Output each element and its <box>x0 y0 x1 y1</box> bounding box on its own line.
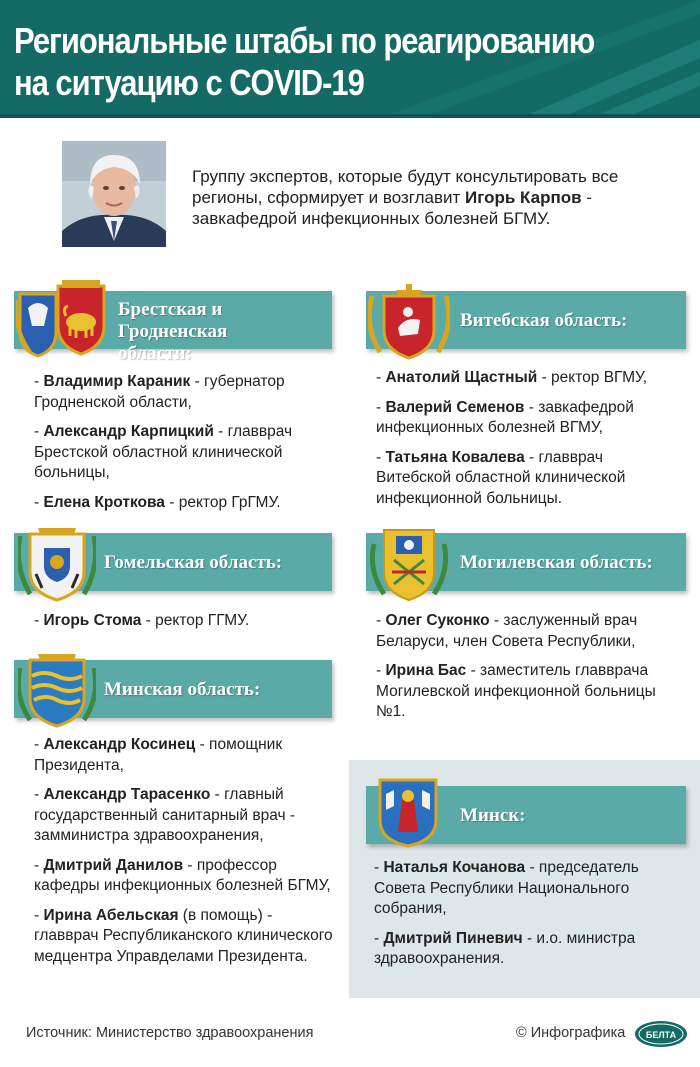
list-item: - Владимир Караник - губернатор Гродненской области, <box>34 373 285 411</box>
mogilev-coat-of-arms-icon <box>370 524 448 602</box>
list-item: - Анатолий Щастный - ректор ВГМУ, <box>376 369 648 386</box>
list-minsk-region <box>34 735 334 976</box>
list-item: - Ирина Бас - заместитель главврача Могилевской инфекционной больницы №1. <box>376 662 656 720</box>
gomel-coat-of-arms-icon <box>18 522 96 602</box>
region-title-gomel: Гомельская область: <box>104 552 283 573</box>
header-banner <box>0 0 700 118</box>
list-gomel <box>34 611 324 641</box>
footer-credit: © Инфографика <box>516 1025 626 1041</box>
expert-portrait-photo <box>62 141 166 247</box>
list-item: - Наталья Кочанова - председатель Совета Республики Национального собрания, <box>374 859 639 917</box>
list-item: - Ирина Абельская (в помощь) - главврач Республиканского клинического медцентра Управделами Президента. <box>34 906 333 965</box>
list-item: - Валерий Семенов - завкафедрой инфекционных болезней ВГМУ, <box>376 398 634 436</box>
list-item: - Татьяна Ковалева - главврач Витебской областной клинической инфекционной больницы. <box>376 448 626 507</box>
list-item: - Александр Карпицкий - главврач Брестской областной клинической больницы, <box>34 423 293 481</box>
minsk-region-coat-of-arms-icon <box>18 650 96 728</box>
list-brest-grodno <box>34 372 324 522</box>
list-item: - Елена Кроткова - ректор ГрГМУ. <box>34 493 281 511</box>
intro-expert-name: Игорь Карпов <box>465 188 582 207</box>
list-item: - Олег Суконко - заслуженный врач Беларуси, член Совета Республики, <box>376 612 638 650</box>
list-item: - Александр Тарасенко - главный государственный санитарный врач - замминистра здравоохранения, <box>34 786 296 844</box>
intro-paragraph: Группу экспертов, которые будут консультировать все регионы, сформирует и возглавит Игорь Карпов - завкафедрой инфекционных болезней БГМУ. <box>192 167 619 228</box>
footer-source: Источник: Министерство здравоохранения <box>26 1025 314 1041</box>
belta-logo-text: БЕЛТА <box>645 1030 677 1040</box>
list-item: - Дмитрий Данилов - профессор кафедры инфекционных болезней БГМУ, <box>34 856 331 894</box>
region-title-brest-grodno: Брестская и Гродненская области: <box>118 299 228 364</box>
vitebsk-coat-of-arms-icon <box>368 282 450 362</box>
list-item: - Игорь Стома - ректор ГГМУ. <box>34 612 250 629</box>
list-minsk-city <box>374 858 674 979</box>
belta-logo-icon <box>634 1020 688 1048</box>
list-item: - Александр Косинец - помощник Президента, <box>34 736 283 774</box>
portrait-illustration <box>62 141 166 247</box>
brest-grodno-coat-of-arms-icon <box>16 280 108 362</box>
list-mogilev <box>376 611 676 732</box>
region-title-mogilev: Могилевская область: <box>460 552 653 573</box>
region-title-vitebsk: Витебская область: <box>460 310 628 331</box>
list-vitebsk <box>376 368 676 518</box>
region-title-minsk-region: Минская область: <box>104 679 261 700</box>
minsk-city-coat-of-arms-icon <box>376 776 440 848</box>
region-title-minsk-city: Минск: <box>460 805 526 826</box>
list-item: - Дмитрий Пиневич - и.о. министра здравоохранения. <box>374 929 636 967</box>
page-title: Региональные штабы по реагированию на ситуацию с COVID-19 <box>14 20 595 103</box>
